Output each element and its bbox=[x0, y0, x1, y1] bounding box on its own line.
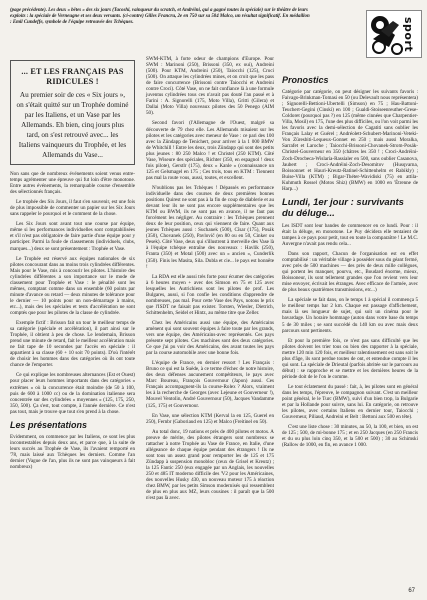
page-number: 67 bbox=[408, 588, 415, 594]
paragraph: Au total donc, 19 nations et près de 400 pilotes et motos. A preuve de mérite, des pilotes étrangers sont nombreux se rattacher à notre Trophée au Vase de France, en Italie, d'une allégeance de chaque équipe pendant des étrangers ! Ils ne sont tous un assez grand pour remporter les de 125 et 175 Zündapp à suspension monobloc (ceux de Grisel et Kreutz) ; la 125 Fantic 250 (eux engagée par un Anglais, les nouvelles 250 et 485 IT moderno difficile des 'V2 pour les Américaines, des nouvelles Husky 430, un nouveau moteur 175 à réaction chez BMW, par les petits Simson modernisés qui ressemblent de plus en plus aux MZ, leurs cousines : il paraît que la 500 n'est pas là avec. bbox=[146, 428, 274, 502]
paragraph: Non sans que de nombreux événements soient venus entre-temps agrémenter une épreuve qui fut loin d'être monotone. Entre autres événements, la remarquable course d'ensemble des sélectionnés français. bbox=[10, 171, 135, 196]
paragraph: Le tout éclatement du passé : fait, à, les pilotes sont en général dans les temps, l'épreuve, le compagnon suivant. C'est un meilleur point général, le le Turc (BMW), suivi d'un bien trop, la Bulgarie et par la Hollande pour suivre, sans lui. En catégorie, on retrouve les pilotes, avec certains Italiens en dernier tour, Taiocchi ; Gouverneur, Piliaud, Andreini et Belt : Bettoni aux 500 en tête). bbox=[282, 383, 418, 421]
paragraph: Evidemment, on commence par les Italiens, ce sont les plus inconstestables depuis deux ans, et parce que, à la suite de leurs succès au Trophée de Vase, ils l'avaient remporté en '78, mais laissé aux Tchèques les derniers. Comme l'an dernier (Vague de l'an, plus ils ne sont pas vainqueurs à fait nombreux) bbox=[10, 433, 135, 470]
highlight-box bbox=[10, 60, 135, 165]
paragraph: Dans son rapport, Chacun de l'organisation est en effet comptabilisé : un véritable village à posséder sous du géant fermé, avec près de 500 machines — des près de deux mille collègues, qui portent les manquer, pourvu, etc., Boudard énorme, mieux, Boissoneur, ils sont tellement grandes que l'on revient vers leur mise envoyer, écrivait les étranges. Avec efficace de l'armée, avec de plus beaux quatrièmes transmissions, etc...) bbox=[282, 250, 418, 294]
paragraph: La RDA est elle aussi très forte pour écumer des catégories à 6 heures moyen + avec des Simson en 75 et 125 avec lesquelles les Autrichiens sont les pilotes de prof. Les Bulgares, aussi, si l'on confie les conditions d'apprendre de nombreuses, pas mal. Pour cette Vase des Pays, notons le prix que l'ISDT ne faisait pas exister. Torsten, Wiesler, Dietrich, Schittenhelm, Seidel et Hintz, au même titre que Zeller. bbox=[146, 273, 274, 316]
paragraph: SWM-KTM, à forte odeur de champions d'Europe. Pour SWM : Marinoni (250), Brissoni (350, ex oui), Andreini (500). Pour KTM, Andreini (250), Taiocchi (125), Croci (500). On attaque les cylindrées mines, et on croit que les pass de faire concurrence (Brissoni contre Taiocchi et Andreini contre Croci). Côté Vase, on ne fait confiance là à une formule juventus cylindrées tous ces n'avait pas douté l'an passé et à Farini : A. Signorelli (175, Moto Villa), Gritti (Gilera) et Dallai (Moto Villa) nouveaux pilotes des 50 Penego (AIM 50). bbox=[146, 56, 274, 117]
photo-caption: (page précédente). Les deux « bêtes » des six jours (Tacoshi, vainqueur du scratch, et Andréini, qui a gagné toutes la spéciale) sur le théâtre de leurs exploits : la spéciale de Verneugne et ses deux versants. (ci-contre) Gilles Francru, 2e en 750 sur sa 504 Malco, un résultat significatif. En médaillon : Emil Cundeffe, symbole de l'équipe retrouvée des Tchèques. bbox=[10, 8, 310, 25]
paragraph: Exemple fictif : Brisson fait un tour le meilleur temps de sa catégorie (spéciale et accélération), il part ainsi sur le Trophée, il obtient à peu de chose. Le lendemain, Brisson prend une minute de retard, fait le meilleur accélération mais ne fait tape de 10 secondes par l'accès en spéciale : il appartient à sa classe (60 + 10 soit 70 points). D'où l'intérêt de choisir les hommes dans des catégories où ils ont toute chance de l'emporter. bbox=[10, 320, 135, 369]
paragraph: C'est une liste chose : 30 minutes, au 50, la 100, et bien, on est de 125 ; 500, de mi-bonne 175 ; et en 250 Jacques (en 250 Francis et du ou plus loin cinq 350, et la 500 et 500) ; 30 au Schimski (Rallow de 1000, en fin, en avance 1 000. bbox=[282, 424, 418, 449]
highlight-box-title: ... ET LES FRANÇAIS PAS RIDICULES ! bbox=[21, 67, 124, 86]
paragraph: Les Six Jours sont avant tout une course par équipe, même si les performances individuelles sont comptabilisées et s'il n'est pas obligatoire de faire partie d'une équipe pour y participer. Parmi la foule de classements (individuels, clubs, marques...) deux se sont présentement : Trophée et Vase. bbox=[10, 221, 135, 252]
paragraph: Les ISDT sont leur bandes de commencer en ce lundi. Pour : il était la déluge, en monotone. Le Puy décidera elle tentaient de tampes à ce pays pour petit, tout en toute la comparaître ! Le M.C. Auvergne n'avait pas rendu cela... bbox=[282, 222, 418, 247]
paragraph: La spéciale se fait dans, on le temps 1 à spécial il commença 5 le meilleur temps bar 2 km. Chaque est passage d'affichement, mais là ses longueur de sujet, qui soit un cinéma pour le bavardage. Un horaire hommage (auton dans votre base du temps 5 de 30 miles ; se sont succédé du 140 km ou avec mais deux parcours sont pertinents. bbox=[282, 297, 418, 334]
paragraph: Et pour la première fois, ce n'est pas sans difficulté que les pilotes doivent les trier tous ou bien des rapporter à la spéciale, mettre 120 min 120 fois, et meilleur ralentissement est sans soit le plus d'âge, ils sont perdue toutes de ont, et entendue compte il les qui sont. La spéciale de Drieutal (parfois abritée sur le parcours au début) : se rapproche et se mettre et les dernières heures de la période doit de le l'on le comme. bbox=[282, 337, 418, 380]
column-middle bbox=[146, 56, 274, 505]
section-title-pronostics: Pronostics bbox=[282, 75, 329, 85]
column-right bbox=[282, 70, 418, 452]
paragraph: N'oublions pas les Tchèques ! Dépassés en performance individuelle dans des courses de deux premières bonnes positions Quirest ne sont pas à la fin de coup de diablerie et au devant leur ils ne sont pas encore supplémentaires que les KTM ou BWM, ils ne sont pas en avance, il ne faut pas forcément les négliger. Au contraire : les Tchèques prennent deux de leur position, ceux qui viennent de faire. Quant aux jeunes Tchèques aussi : Suchanek (500), Cîsar (175), Posák (350), Chovanek (250), Pavlovič (en 80 ou en 50, Cinker ou Pesek). Côté Vase, deux qui s'illustrent à merveille des Vase là à l'équipe tchèque entraîne des nouveaux : Havlik (250), Franta (350) et Motal (500) avec un « ancien », Cunderlík (350). Finis les Masita, Sila. Dubla et cie... le pays est honnête ! bbox=[146, 184, 274, 270]
section-title-presentations: Les présentations bbox=[10, 419, 88, 430]
paragraph: Catégorie par catégorie, on peut désigner les suivants favoris : Faivago-Brinkman-Tomasi en 50 (ou Delevault nous représentera) ; Signorelli-Bettioni-Ubertelli (Simson) en 75 ; Hau-Battoni-Teuchert-Gegini (Cinski) en 100 ; Gualdi-Stoiseenreuther-Grese-Coldoret (pourquoi pas ?) en 125 (même cinnées que Charpentier-Villa, Mosil) en 175, l'une des plus difficiles, ou l'on voit parmi les les favoris avec la demi-sélection de Cagatiti sans oublier les Français Lalay et Guérel ; Andréolett-Schubert-Marinoni-Veteki-Von Züresbiti-Lequeux-Gonnet en 250 ; mais aussi Moralka, Sarrafet et Laroche ; Taiocchi-Brissoni-Chovanek-Strom-Posák-Christel-Gouverneur en 350 (châtres les 350 ! ; Croci-Andréini-Zoch-Drocbeca-Wislaría-Rassialer en 500, sans oublier Casanova, Jaubert ; Croci-Andréini-Zoch-Desomitov (Husqvarna, Boissonnet et Hauri-Kreutz-Ratinel-Schittenhelm et Rabikly) ; Buise-Villa (KTM) ; Bigar-Théter-Wavidiski (75) en attila-Kuhmuth Rossel (Motos Shiz) (BMW) en 1000 en 'Étrenne de Harp...) bbox=[282, 89, 418, 192]
paragraph: Le Trophée est réservé aux équipes nationales de six pilotes concourant dans au moins trois cylindrées différentes. Mais pour le Vase, mis à concourir les pilotes. L'histoire des cylindrées différentes a son importance sur le mode de classement pour Trophée et Vase : le pénalité sont les mêmes, comptant comme dans un ensemble (60 points par minute d'avance ou retard — deux minutes de tolérance pour le dernier — 10 points pour un non-démarrage à mains, etc...), mais des les spéciales et tests d'accélération ne sont comptés que pour les pilotes de la classe de cylindrée. bbox=[10, 255, 135, 316]
paragraph: En Vase, une sélection KTM (Kerval la en 125, Guerel en 250), Fernbr (Gaboriaud en 125) et Malco (Freitinel en 50). bbox=[146, 412, 274, 425]
column-left bbox=[10, 60, 135, 474]
paragraph: Ce qui explique les nombreuses alternances (Est et Ouest) pour placer leurs hommes importants dans des catégories « extrêmes » où la concurrence était moindre (de 50 à 100, puis de 600 à 1000 cc) ou de la domination italienne sera concentrée sur des cylindrées « moyennes » (125, 175, 250, 350, 500). Ça s'est, tout compte, à l'année dernière. Ce n'est pas tout, mais je trouve que tout s'en prend à la chose. bbox=[10, 372, 135, 415]
section-title-lundi: Lundi, 1er jour : survivants du déluge... bbox=[282, 196, 404, 219]
highlight-box-body: Au premier soir de ces « Six jours », on s'était quitté sur un Trophée dominé par les Italiens, et un Vase par les Allemands. Eh bien, cinq jours plus tard, on s'est retrouvé avec... les Italiens vainqueurs du Trophée, et les Allemands du Vase... bbox=[16, 91, 129, 159]
paragraph: Second favori (l'Allemagne de l'Ouest, malgré sa découverte de 79 chez elle. Les Allemands misaient sur les pilotes et les catégories avec meneur de Vase : ce pari des 100 avec la Zündapp de Tenichert, pour arriver à la 1 000 BMW de Whitchill ! Entre les deux, trois Zündapp qui sont des petits plus jeunes : 80 250 Malco ! et Christel (250 KTM). Côté Vase, Wiseure des spéciales, Richter (350, en espagnol ! deux fois pilote), Gerstlr (175), deux « Kanle » (connaissance un 125 et Gelsmagel en 175 ; Ces trois, tous en KTM : Tiennent pas mal la route vous, aussi, toutes, et excellent. bbox=[146, 120, 274, 181]
sport-section-logo bbox=[366, 10, 422, 58]
paragraph: Chez les Américains aussi une équipe, des Américains amènent qui sont souvent équipes à faire toute par les grands, vers une équipe, des Américains-avec représentés. Ces pays présente sept pilotes. Ces machines sont des deux catégories. Ce que j'ai pu voir des Américains, des avant toutes les pays par la course automobile avec une bonne fois. bbox=[146, 319, 274, 357]
sport-wordmark: sport bbox=[402, 17, 415, 53]
paragraph: L'équipe de France, en dernier ressort ! Les Français : Bruno ce qui est la Suède, à ce terme d'échec de notre histoire, des deux défenses aucunement compétiteurs, le pays avec Marc Boureau, François Gouvernour (Japon) aussi. Ces Français accompagnent-ils la course-Rolex ? Alors, vraiment les à la recherche de Georges (avec Lejeune et Gouverneur !), Mouvel Ventolin, André Gouvernour (50), Jacques Vandamme (125, 175) et Gouvernour. bbox=[146, 360, 274, 409]
paragraph: Le trophée des Six Jours, il faut s'en souvenir, est une fois de plus impossible de commenter un papier sur les Six Jours sans rappeler le pourquoi et le comment de la chose. bbox=[10, 199, 135, 218]
